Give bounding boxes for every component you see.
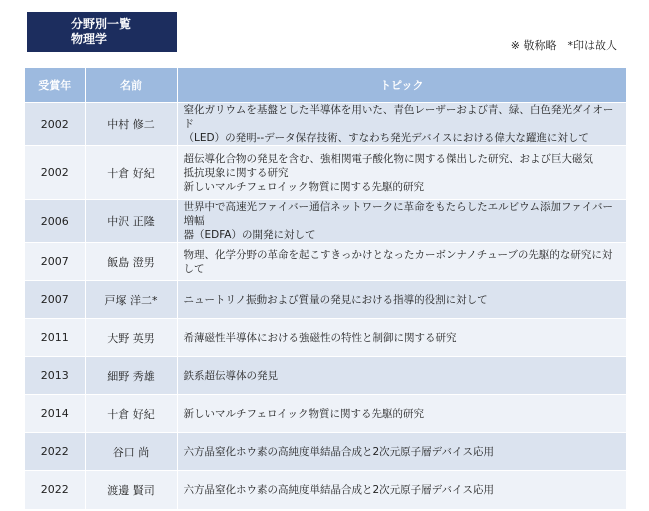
cell-name: 飯島 澄男 — [85, 243, 177, 281]
cell-year: 2013 — [25, 357, 85, 395]
cell-topic — [177, 395, 626, 433]
cell-topic — [177, 146, 626, 200]
cell-name: 大野 英男 — [85, 319, 177, 357]
cell-year: 2022 — [25, 471, 85, 509]
cell-year: 2011 — [25, 319, 85, 357]
cell-name: 谷口 尚 — [85, 433, 177, 471]
column-header-topic: トピック — [177, 68, 626, 103]
table-body — [25, 103, 626, 509]
topic-line: 鉄系超伝導体の発見 — [183, 369, 278, 382]
topic-line: 超伝導化合物の発見を含む、強相関電子酸化物に関する傑出した研究、および巨大磁気 — [183, 152, 593, 165]
table-row — [25, 433, 626, 471]
cell-year: 2002 — [25, 146, 85, 200]
cell-topic — [177, 471, 626, 509]
cell-topic — [177, 103, 626, 146]
section-title-box — [27, 12, 177, 52]
cell-topic — [177, 281, 626, 319]
topic-line: 六方晶窒化ホウ素の高純度単結晶合成と2次元原子層デバイス応用 — [183, 445, 494, 458]
awards-table — [25, 68, 626, 509]
topic-line: 六方晶窒化ホウ素の高純度単結晶合成と2次元原子層デバイス応用 — [183, 483, 494, 496]
cell-year: 2007 — [25, 281, 85, 319]
cell-topic — [177, 243, 626, 281]
section-title: 分野別一覧 — [71, 17, 132, 31]
cell-year: 2007 — [25, 243, 85, 281]
cell-name: 中村 修二 — [85, 103, 177, 146]
topic-line: （LED）の発明--データ保存技術、すなわち発光デバイスにおける偉大な躍進に対して — [183, 132, 589, 144]
table-row — [25, 471, 626, 509]
cell-topic — [177, 200, 626, 243]
table-row — [25, 243, 626, 281]
table-header-row — [25, 68, 626, 103]
cell-name: 十倉 好紀 — [85, 146, 177, 200]
table-row — [25, 395, 626, 433]
cell-name: 中沢 正隆 — [85, 200, 177, 243]
cell-name: 細野 秀雄 — [85, 357, 177, 395]
table-row — [25, 319, 626, 357]
topic-line: 世界中で高速光ファイバー通信ネットワークに革命をもたらしたエルビウム添加ファイバー増幅 — [183, 201, 614, 227]
column-header-year: 受賞年 — [25, 68, 85, 103]
topic-line: 希薄磁性半導体における強磁性の特性と制御に関する研究 — [183, 331, 457, 344]
topic-line: 抵抗現象に関する研究 — [183, 166, 289, 179]
cell-year: 2002 — [25, 103, 85, 146]
cell-year: 2006 — [25, 200, 85, 243]
honorific-note: ※ 敬称略 *印は故人 — [510, 39, 617, 52]
topic-line: 新しいマルチフェロイック物質に関する先駆的研究 — [183, 180, 424, 193]
topic-line: して — [183, 262, 205, 275]
cell-name: 十倉 好紀 — [85, 395, 177, 433]
cell-year: 2014 — [25, 395, 85, 433]
topic-line: 新しいマルチフェロイック物質に関する先駆的研究 — [183, 407, 424, 420]
column-header-name: 名前 — [85, 68, 177, 103]
topic-line: 器（EDFA）の開発に対して — [183, 229, 316, 241]
table-row — [25, 103, 626, 146]
cell-year: 2022 — [25, 433, 85, 471]
cell-name: 渡邊 賢司 — [85, 471, 177, 509]
cell-topic — [177, 433, 626, 471]
table-row — [25, 200, 626, 243]
table-row — [25, 281, 626, 319]
cell-name: 戸塚 洋二* — [85, 281, 177, 319]
section-subtitle: 物理学 — [71, 32, 108, 46]
topic-line: 窒化ガリウムを基盤とした半導体を用いた、青色レーザーおよび青、緑、白色発光ダイオード — [183, 104, 614, 130]
cell-topic — [177, 319, 626, 357]
topic-line: 物理、化学分野の革命を起こすきっかけとなったカーボンナノチューブの先駆的な研究に対 — [183, 248, 613, 261]
table-row — [25, 357, 626, 395]
cell-topic — [177, 357, 626, 395]
topic-line: ニュートリノ振動および質量の発見における指導的役割に対して — [183, 293, 488, 306]
table-row — [25, 146, 626, 200]
